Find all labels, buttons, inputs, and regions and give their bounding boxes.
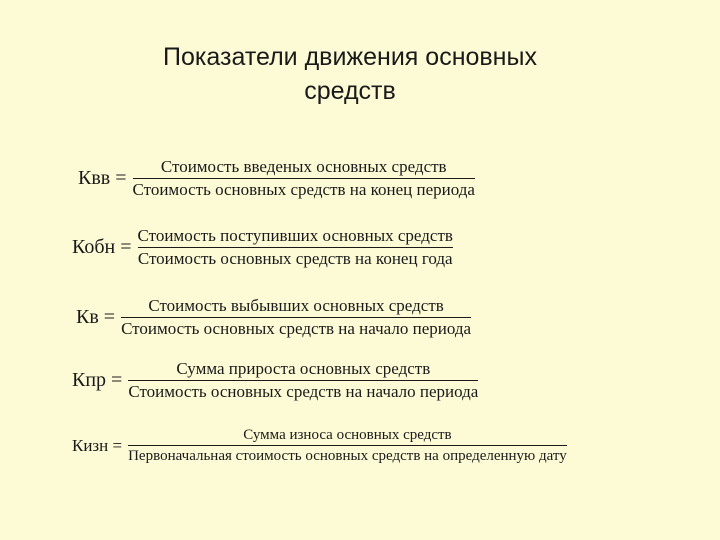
slide-title-line-1: Показатели движения основных [163, 43, 537, 71]
formula-kpr [72, 358, 478, 403]
formula-kv-lhs: Кв = [76, 306, 116, 328]
formula-kpr-numerator: Сумма прироста основных средств [176, 359, 431, 378]
formula-kv-denominator: Стоимость основных средств на начало периода [121, 319, 472, 338]
formula-kizn-fraction [128, 425, 567, 466]
formula-kv [76, 295, 471, 340]
formula-kvv-fraction [133, 156, 475, 201]
formula-kvv-denominator: Стоимость основных средств на конец периода [132, 180, 475, 199]
slide-title [0, 40, 700, 108]
formula-kv-numerator: Стоимость выбывших основных средств [148, 296, 444, 315]
formula-kvv [78, 156, 475, 201]
formula-kobn-denominator: Стоимость основных средств на конец года [137, 249, 453, 268]
slide-title-line-2: средств [304, 77, 396, 105]
formula-kvv-lhs: Квв = [78, 167, 127, 189]
formula-kv-fraction [121, 295, 471, 340]
formula-kobn-lhs: Кобн = [72, 236, 132, 258]
formula-kpr-denominator: Стоимость основных средств на начало периода [128, 382, 479, 401]
formula-kobn [72, 225, 453, 270]
formula-kizn-numerator: Сумма износа основных средств [243, 427, 452, 443]
formula-kizn [72, 425, 567, 466]
formula-kobn-fraction [138, 225, 453, 270]
formula-kpr-fraction [128, 358, 478, 403]
formula-kobn-numerator: Стоимость поступивших основных средств [137, 226, 453, 245]
formula-kpr-lhs: Кпр = [72, 369, 123, 391]
formula-kizn-lhs: Кизн = [72, 435, 123, 455]
formula-kizn-denominator: Первоначальная стоимость основных средств на определенную дату [128, 448, 567, 464]
formula-kvv-numerator: Стоимость введеных основных средств [160, 157, 447, 176]
